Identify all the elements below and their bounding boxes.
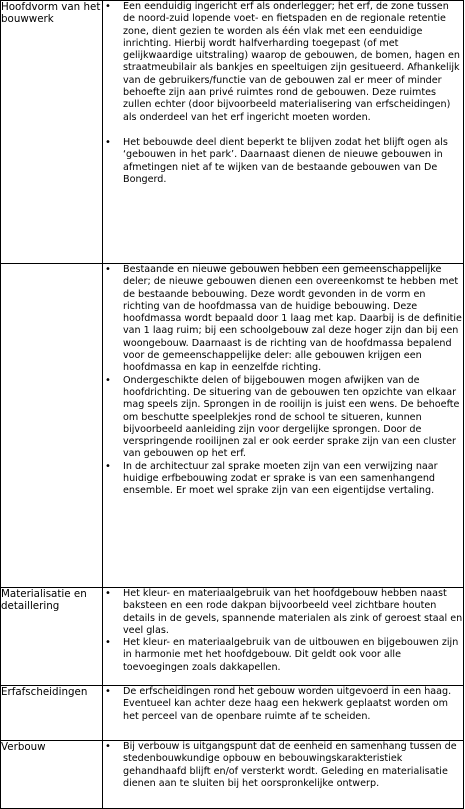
row-label-verbouw: Verbouw — [1, 741, 103, 809]
list-item: • Een eenduidig ingericht erf als onderlegger; het erf, de zone tussen de noord-zuid lopende voet- en fietspaden en de regionale retentie zone, dient gezien te worden als één vlak met een eenduidige inrichting. Hierbij wordt halfverharding toegepast (of met gelijkwaardige uitstraling) waarop de gebouwen, de bomen, hagen en straatmeubilair als bankjes en speeltuigen zijn gesitueerd. Afhankelijk van de gebruikers/functie van de gebouwen zal er meer of minder behoefte zijn aan privé ruimtes rond de gebouwen. Deze ruimtes zullen echter (door bijvoorbeeld materialisering van erfscheidingen) als onderdeel van het erf ingericht moeten worden. — [103, 1, 463, 124]
list-item: • In de architectuur zal sprake moeten zijn van een verwijzing naar huidige erfbebouwing zodat er sprake is van een samenhangend ensemble. Er moet wel sprake zijn van een eigentijdse vertaling. — [103, 461, 463, 498]
row-content-massa — [103, 264, 464, 588]
list-item: • Het kleur- en materiaalgebruik van het hoofdgebouw hebben naast baksteen en een rode dakpan bijvoorbeeld veel zichtbare houten details in de gevels, spannende materialen als zink of geroest staal en veel glas. — [103, 588, 463, 637]
bullet-list — [103, 264, 463, 498]
list-item: • Het bebouwde deel dient beperkt te blijven zodat het blijft ogen als ‘gebouwen in het park’. Daarnaast dienen de nieuwe gebouwen in afmetingen niet af te wijken van de bestaande gebouwen van De Bongerd. — [103, 137, 463, 186]
row-content-materialisatie — [103, 588, 464, 686]
row-content-verbouw — [103, 741, 464, 809]
list-item: • Bij verbouw is uitgangspunt dat de eenheid en samenhang tussen de stedenbouwkundige opbouw en bebouwingskarakteristiek gehandhaafd blijft en/of versterkt wordt. Geleding en materialisatie dienen aan te sluiten bij het oorspronkelijke ontwerp. — [103, 741, 463, 790]
row-label-empty — [1, 264, 103, 588]
list-item: • Het kleur- en materiaalgebruik van de uitbouwen en bijgebouwen zijn in harmonie met het hoofdgebouw. Dit geldt ook voor alle toevoegingen zoals dakkapellen. — [103, 637, 463, 674]
bullet-list — [103, 741, 463, 790]
bullet-list — [103, 588, 463, 674]
table-row-hoofdvorm — [1, 1, 464, 264]
table-row-massa — [1, 264, 464, 588]
bullet-list — [103, 1, 463, 186]
table-row-verbouw — [1, 741, 464, 809]
table-row-erfafscheidingen — [1, 686, 464, 741]
row-label-materialisatie: Materialisatie en detaillering — [1, 588, 103, 686]
row-label-erfafscheidingen: Erfafscheidingen — [1, 686, 103, 741]
list-item: • De erfscheidingen rond het gebouw worden uitgevoerd in een haag. Eventueel kan achter deze haag een hekwerk geplaatst worden om het perceel van de openbare ruimte af te scheiden. — [103, 686, 463, 723]
row-content-hoofdvorm — [103, 1, 464, 264]
bullet-list — [103, 686, 463, 723]
list-item: • Ondergeschikte delen of bijgebouwen mogen afwijken van de hoofdrichting. De situering van de gebouwen ten opzichte van elkaar mag speels zijn. Sprongen in de rooilijn is juist een wens. De behoefte om beschutte speelplekjes rond de school te situeren, kunnen bijvoorbeeld aanleiding zijn voor dergelijke sprongen. Door de verspringende rooilijnen zal er ook eerder sprake zijn van een cluster van gebouwen op het erf. — [103, 375, 463, 461]
row-content-erfafscheidingen — [103, 686, 464, 741]
list-item: • Bestaande en nieuwe gebouwen hebben een gemeenschappelijke deler; de nieuwe gebouwen dienen een overeenkomst te hebben met de bestaande bebouwing. Deze wordt gevonden in de vorm en richting van de hoofdmassa van de huidige bebouwing. Deze hoofdmassa wordt bepaald door 1 laag met kap. Daarbij is de definitie van 1 laag ruim; bij een schoolgebouw zal deze hoger zijn dan bij een woongebouw. Daarnaast is de richting van de hoofdmassa bepalend voor de gemeenschappelijke deler: alle gebouwen krijgen een hoofdmassa en kap in eenzelfde richting. — [103, 264, 463, 375]
table-row-materialisatie — [1, 588, 464, 686]
row-label-hoofdvorm: Hoofdvorm van het bouwwerk — [1, 1, 103, 264]
